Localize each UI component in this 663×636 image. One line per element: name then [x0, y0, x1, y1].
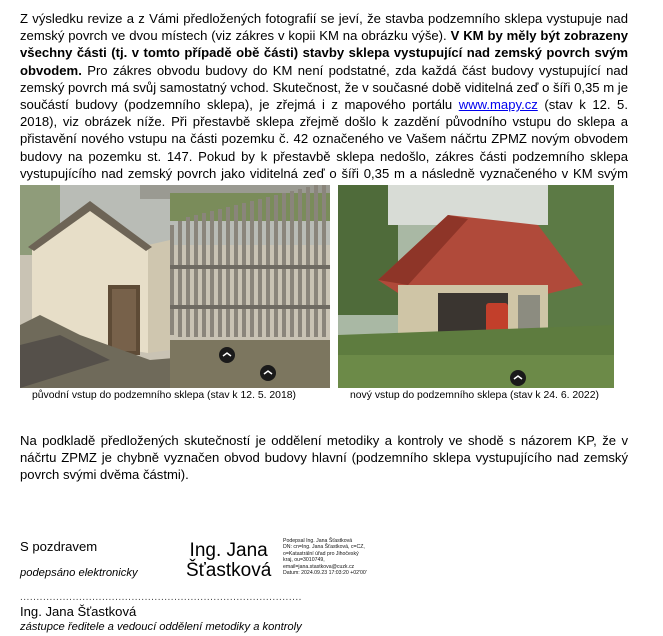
- closing-greeting: S pozdravem: [20, 539, 98, 554]
- paragraph-conclusion: Na podkladě předložených skutečností je oddělení metodiky a kontroly ve shodě s názorem KP, že v náčrtu ZPMZ je chybně vyznačen obvod budovy hlavní (podzemního sklepa vystupujícího nad zemský povrch svými dvěma částmi).: [20, 433, 628, 483]
- paragraph1-text-c: (stav k 12. 5. 2018), viz obrázek níže. Při přestavbě sklepa zřejmě došlo k zazdění původního vstupu do sklepa a přistavění nového vstupu na části pozemku č. 42 označeného ve Vašem náčrtu ZPMZ novým obvodem budovy na pozemku st. 147. Pokud by k přestavbě sklepa nedošlo, zákres části podzemního sklepa vystupujícího nad zemský povrch jako viditelná zeď o šíři 0,35 m a následně vyznačeného v KM svým: [20, 97, 628, 181]
- caption-original-entrance: původní vstup do podzemního sklepa (stav k 12. 5. 2018): [32, 390, 296, 401]
- paragraph1-bold-statement: V KM by měly být zobrazeny všechny části (tj. v tomto případě obě části) stavby sklepa vystupující nad zemský povrch svým obvodem.: [20, 28, 628, 78]
- paragraph1-text-b: Pro zákres obvodu budovy do KM není podstatné, zda každá část budovy vystupující nad zemský povrch má svůj samostatný vchod. Skutečnost, že v současné době viditelná zeď o šíři 0,35 m je součástí budovy (podzemního sklepa), je zřejmá i z mapového portálu: [20, 62, 628, 113]
- paragraph-revision-findings: [20, 10, 628, 199]
- original-entrance-image: [20, 185, 330, 388]
- signature-line-1: Ing. Jana: [189, 540, 268, 561]
- caption-new-entrance: nový vstup do podzemního sklepa (stav k 24. 6. 2022): [350, 390, 599, 401]
- paragraph1-text-a: Z výsledku revize a z Vámi předložených fotografií se jeví, že stavba podzemního sklepa vystupuje nad zemský povrch ve dvou místech (viz zákres v kopii KM na obrázku výše).: [20, 11, 628, 44]
- signature-line-2: Šťastková: [186, 560, 272, 581]
- signatory-role: zástupce ředitele a vedoucí oddělení metodiky a kontroly: [20, 621, 302, 633]
- new-entrance-image: [338, 185, 614, 388]
- digital-signature-name: [186, 541, 271, 581]
- signature-dotted-line: ......................................................................................: [20, 592, 302, 603]
- mapy-cz-link[interactable]: www.mapy.cz: [458, 97, 538, 113]
- signed-electronically-note: podepsáno elektronicky: [20, 567, 138, 579]
- photo-new-entrance: [338, 185, 614, 388]
- photo-original-entrance: [20, 185, 330, 388]
- digital-signature-details: Podepsal Ing. Jana Šťastková DN: cn=Ing. Jana Šťastková, c=CZ, o=Katastrální úřad pro Jihočeský kraj, ou=3010749, email=jana.stastkova@cuzk.cz Datum: 2024.09.23 17:03:20 +02'00': [283, 538, 367, 577]
- signatory-name: Ing. Jana Šťastková: [20, 604, 137, 619]
